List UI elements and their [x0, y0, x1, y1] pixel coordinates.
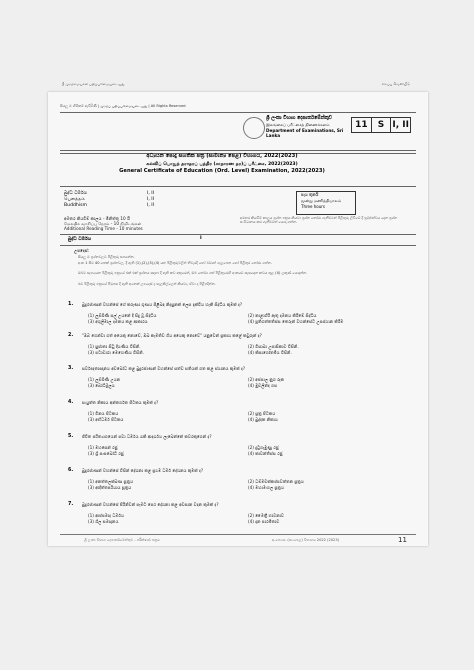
question-text: බුදුරජාණන් වහන්සේ පිරිනිවන් පෑමට පෙර දේශනා කළ අවසාන වදන කුමක් ද?	[82, 502, 219, 507]
option: (2) නාළාගිරි ඇතු දමනය කිරීමේ සිද්ධිය	[248, 313, 317, 318]
question-number: 2.	[68, 333, 74, 338]
department-sinhala: ශ්‍රී ලංකා විභාග දෙපාර්තමේන්තුව	[266, 116, 332, 121]
question-options	[88, 513, 398, 524]
part-heading	[60, 234, 416, 246]
question-number: 6.	[68, 468, 74, 473]
option: (1) විනය පිටකය	[88, 411, 119, 416]
option: (2) දුටුගැමුණු රජු	[248, 445, 279, 450]
subject-sinhala: බුද්ධ ධර්මය	[64, 191, 87, 196]
option: (1) සුජාතා සිටු දියණිය විසිනි.	[88, 344, 141, 349]
exam-title-english: General Certificate of Education (Ord. Level) Examination, 2022(2023)	[119, 168, 325, 174]
question-options	[88, 445, 398, 456]
footer-left: ශ්‍රී ලංකා විභාග දෙපාර්තමේන්තුව - පරීක්ෂණ පත්‍රය	[84, 538, 160, 542]
reading-label-ta: மேலதிக வாசிப்பு நேரம்	[64, 221, 110, 227]
subject-paper-si: I, II	[147, 191, 154, 196]
question-number: 3.	[68, 366, 74, 371]
rights-reserved: සියලු ම හිමිකම් ඇවිරිණි | முழுப் பதிப்புரிமையுடையது | All Rights Reserved	[60, 104, 186, 108]
exam-title-sinhala: අධ්‍යයන පොදු සහතික පත්‍ර (සාමාන්‍ය පෙළ) විභාගය, 2022(2023)	[146, 153, 298, 159]
department-header	[60, 112, 416, 154]
duration-box	[296, 191, 356, 215]
option: (4) දාන පාරමිතාව	[248, 519, 280, 525]
page-footer	[60, 534, 416, 547]
option: (2) ධම්මචක්කප්පවත්තන සූත්‍රය	[248, 479, 304, 484]
option: (2) මෛත්‍රී භාවනාව	[248, 513, 285, 518]
duration-sinhala: පැය තුනයි	[301, 192, 319, 197]
paper-code-medium: S	[372, 118, 392, 132]
option: (3) අගුලිමාල දමනය කළ ආකාරය	[88, 319, 148, 325]
subject-tamil: பௌத்தம்	[64, 197, 85, 202]
subject-english: Buddhism	[64, 203, 87, 208]
subject-paper-en: I, II	[147, 203, 154, 208]
question-number: 1.	[68, 302, 74, 307]
option: (1) ලුම්බිණි උයන	[88, 377, 121, 382]
question-text: සංයුත්ත නිකාය අන්තර්ගත පිටකය කුමක් ද?	[82, 400, 159, 405]
part-label: බුද්ධ ධර්මය	[68, 237, 92, 242]
header-left-note: நீ முழுமையான பதிப்புரிமையுடையது	[62, 82, 125, 86]
subject-paper-ta: I, II	[147, 197, 154, 202]
instruction-item: ඔබට සැපයෙන පිළිතුරු පත්‍රයේ එක් එක් ප්‍රශ්නය සඳහා දී ඇති කව අතුරෙන්, ඔබ තෝරා ගත් පිළිතුරෙහි අංකයට සැසඳෙන කවය තුළ (X) ලකුණ යොදන්න.	[78, 271, 308, 275]
instruction-item: එම පිළිතුරු පත්‍රයේ පිටුපස දී ඇති අනෙක් උපදෙස් ද සැලකිල්ලෙන් කියවා, ඒවා ද පිළිපදින්න.	[78, 282, 216, 286]
reading-value-en: - 10 minutes	[116, 226, 143, 232]
paper-code-subject: 11	[352, 118, 372, 132]
reading-instruction: අමතර කියවීම් කාලය ප්‍රශ්න පත්‍රය කියවා ප්‍රශ්න තෝරා ගැනීමටත් පිළිතුරු ලිවීමේ දී ප්‍රමුඛත්වය දෙන ප්‍රශ්න සංවිධානය කර ගැනීමටත් යොදා ගන්න.	[240, 216, 398, 225]
exam-title-tamil: கல்விப் பொதுத் தராதரப் பத்திர (சாதாரண தர)ப் பரீட்சை, 2022(2023)	[146, 162, 298, 167]
subject-block	[60, 186, 416, 215]
paper-code-part: I, II	[392, 120, 409, 130]
option: (3) පටාචාරා මෙහෙණිය විසිනි.	[88, 350, 144, 356]
option: (1) ආප්පමාද ධර්මය	[88, 513, 125, 518]
question-options	[88, 377, 398, 388]
duration-tamil: மூன்று மணித்தியாலம்	[301, 198, 342, 203]
instruction-item: අංක 1 සිට 40 තෙක් ප්‍රශ්නවල, දී ඇති (1),(2),(3),(4) යන පිළිතුරුවලින් නිවැරදි හෝ වඩාත් ගැළපෙන හෝ පිළිතුර තෝරා ගන්න.	[78, 261, 272, 265]
option: (2) සූත්‍ර පිටකය	[248, 411, 276, 416]
option: (4) ඛුද්දක නිකාය	[248, 417, 278, 423]
question-text: සර්වඥතාඥානය අවබෝධ කළ බුදුරජාණන් වහන්සේ සත්ව සතියක් ගත කළ ස්ථානය කුමක් ද?	[82, 366, 246, 371]
question-options	[88, 479, 398, 490]
question-number: 5.	[68, 434, 74, 439]
question-options	[88, 344, 398, 355]
department-tamil: இலங்கைப் பரீட்சைத் திணைக்களம்	[266, 122, 330, 127]
reading-value-ta: - 10 நிமிடங்கள்	[110, 221, 142, 227]
option: (3) අභිධර්ම පිටකය	[88, 417, 124, 423]
question-text: ජීවිත පරිත්‍යාගයෙන් පවා ධර්මය රැකි ආදර්ශය ලැබෙන්නේ කවරකුගෙන් ද?	[82, 434, 212, 439]
option: (3) ශීල සමාදානය	[88, 519, 119, 525]
option: (4) මුචලින්ද ගස	[248, 383, 278, 389]
reading-time-labels	[64, 216, 264, 232]
option: (4) මහාමංගල සූත්‍රය	[248, 485, 284, 491]
footer-mid: අ.පො.ස. (සා.පෙළ) විභාගය 2022 (2023)	[272, 538, 340, 542]
department-english: Department of Examinations, Sri Lanka	[266, 128, 344, 138]
part-number: I	[200, 236, 202, 241]
question-options	[88, 411, 398, 422]
reading-value-si: - මිනිත්තු 10 යි	[102, 216, 131, 221]
question-text: "ඔබ ගෙන්වා ගත් අයෙකු නොවේ, ඔබ කැමතිව ගිය අයෙකු නොවේ" යනුවෙන් ප්‍රකාශ කළේ කවුරුන් ද?	[82, 333, 262, 338]
question-options	[88, 313, 398, 324]
paper-code-box	[351, 117, 411, 133]
subject-names	[64, 191, 154, 209]
option: (3) ආදිත්තපරියාය සූත්‍රය	[88, 485, 132, 491]
option: (3) බෝධිමූලය	[88, 383, 115, 389]
option: (3) ශ්‍රී සංඝබෝධි රජු	[88, 451, 124, 457]
question-number: 4.	[68, 400, 74, 405]
option: (2) විසාඛා උපාසිකාව විසිනි.	[248, 344, 299, 349]
question-text: බුදුරජාණන් වහන්සේ ගේ කරුණා ගුණය පිළිබඳ නිදසුනක් ලෙස දැක්විය හැකි සිද්ධිය කුමක් ද?	[82, 302, 243, 307]
instructions-title: උපදෙස්:	[74, 248, 90, 253]
page-number: 11	[398, 536, 407, 544]
exam-title-block	[60, 150, 416, 187]
option: (4) පූතිගත්තතිස්ස තෙරුන් වහන්සේට උපස්ථාන කිරීම	[248, 319, 344, 325]
option: (2) අජපාල නුග රුක	[248, 377, 285, 382]
duration-english: Three hours	[301, 204, 325, 209]
question-number: 7.	[68, 502, 74, 507]
option: (4) කාවන්තිස්ස රජු	[248, 451, 283, 457]
question-text: බුදුරජාණන් වහන්සේ විසින් දේශනා කළ ප්‍රථම ධර්ම දේශනය කුමක් ද?	[82, 468, 204, 473]
option: (1) අනත්තලක්ඛණ සූත්‍රය	[88, 479, 134, 484]
question-list	[60, 300, 416, 570]
option: (1) ලුම්බිණි සල් උයනේ දී සිදු වූ සිද්ධිය	[88, 313, 157, 318]
option: (4) කිසාගෝතමිය විසිනි.	[248, 350, 292, 356]
option: (1) මහසෙන් රජු	[88, 445, 118, 450]
instructions	[60, 246, 416, 301]
reading-label-en: Additional Reading Time	[64, 226, 115, 232]
department-logo-icon	[243, 117, 265, 139]
reading-label-si: අමතර කියවීම් කාලය	[64, 216, 102, 221]
instruction-item: සියලු ම ප්‍රශ්නවලට පිළිතුරු සපයන්න.	[78, 255, 135, 259]
header-right-note: சிறப்பு வெளியீடு	[381, 82, 410, 86]
